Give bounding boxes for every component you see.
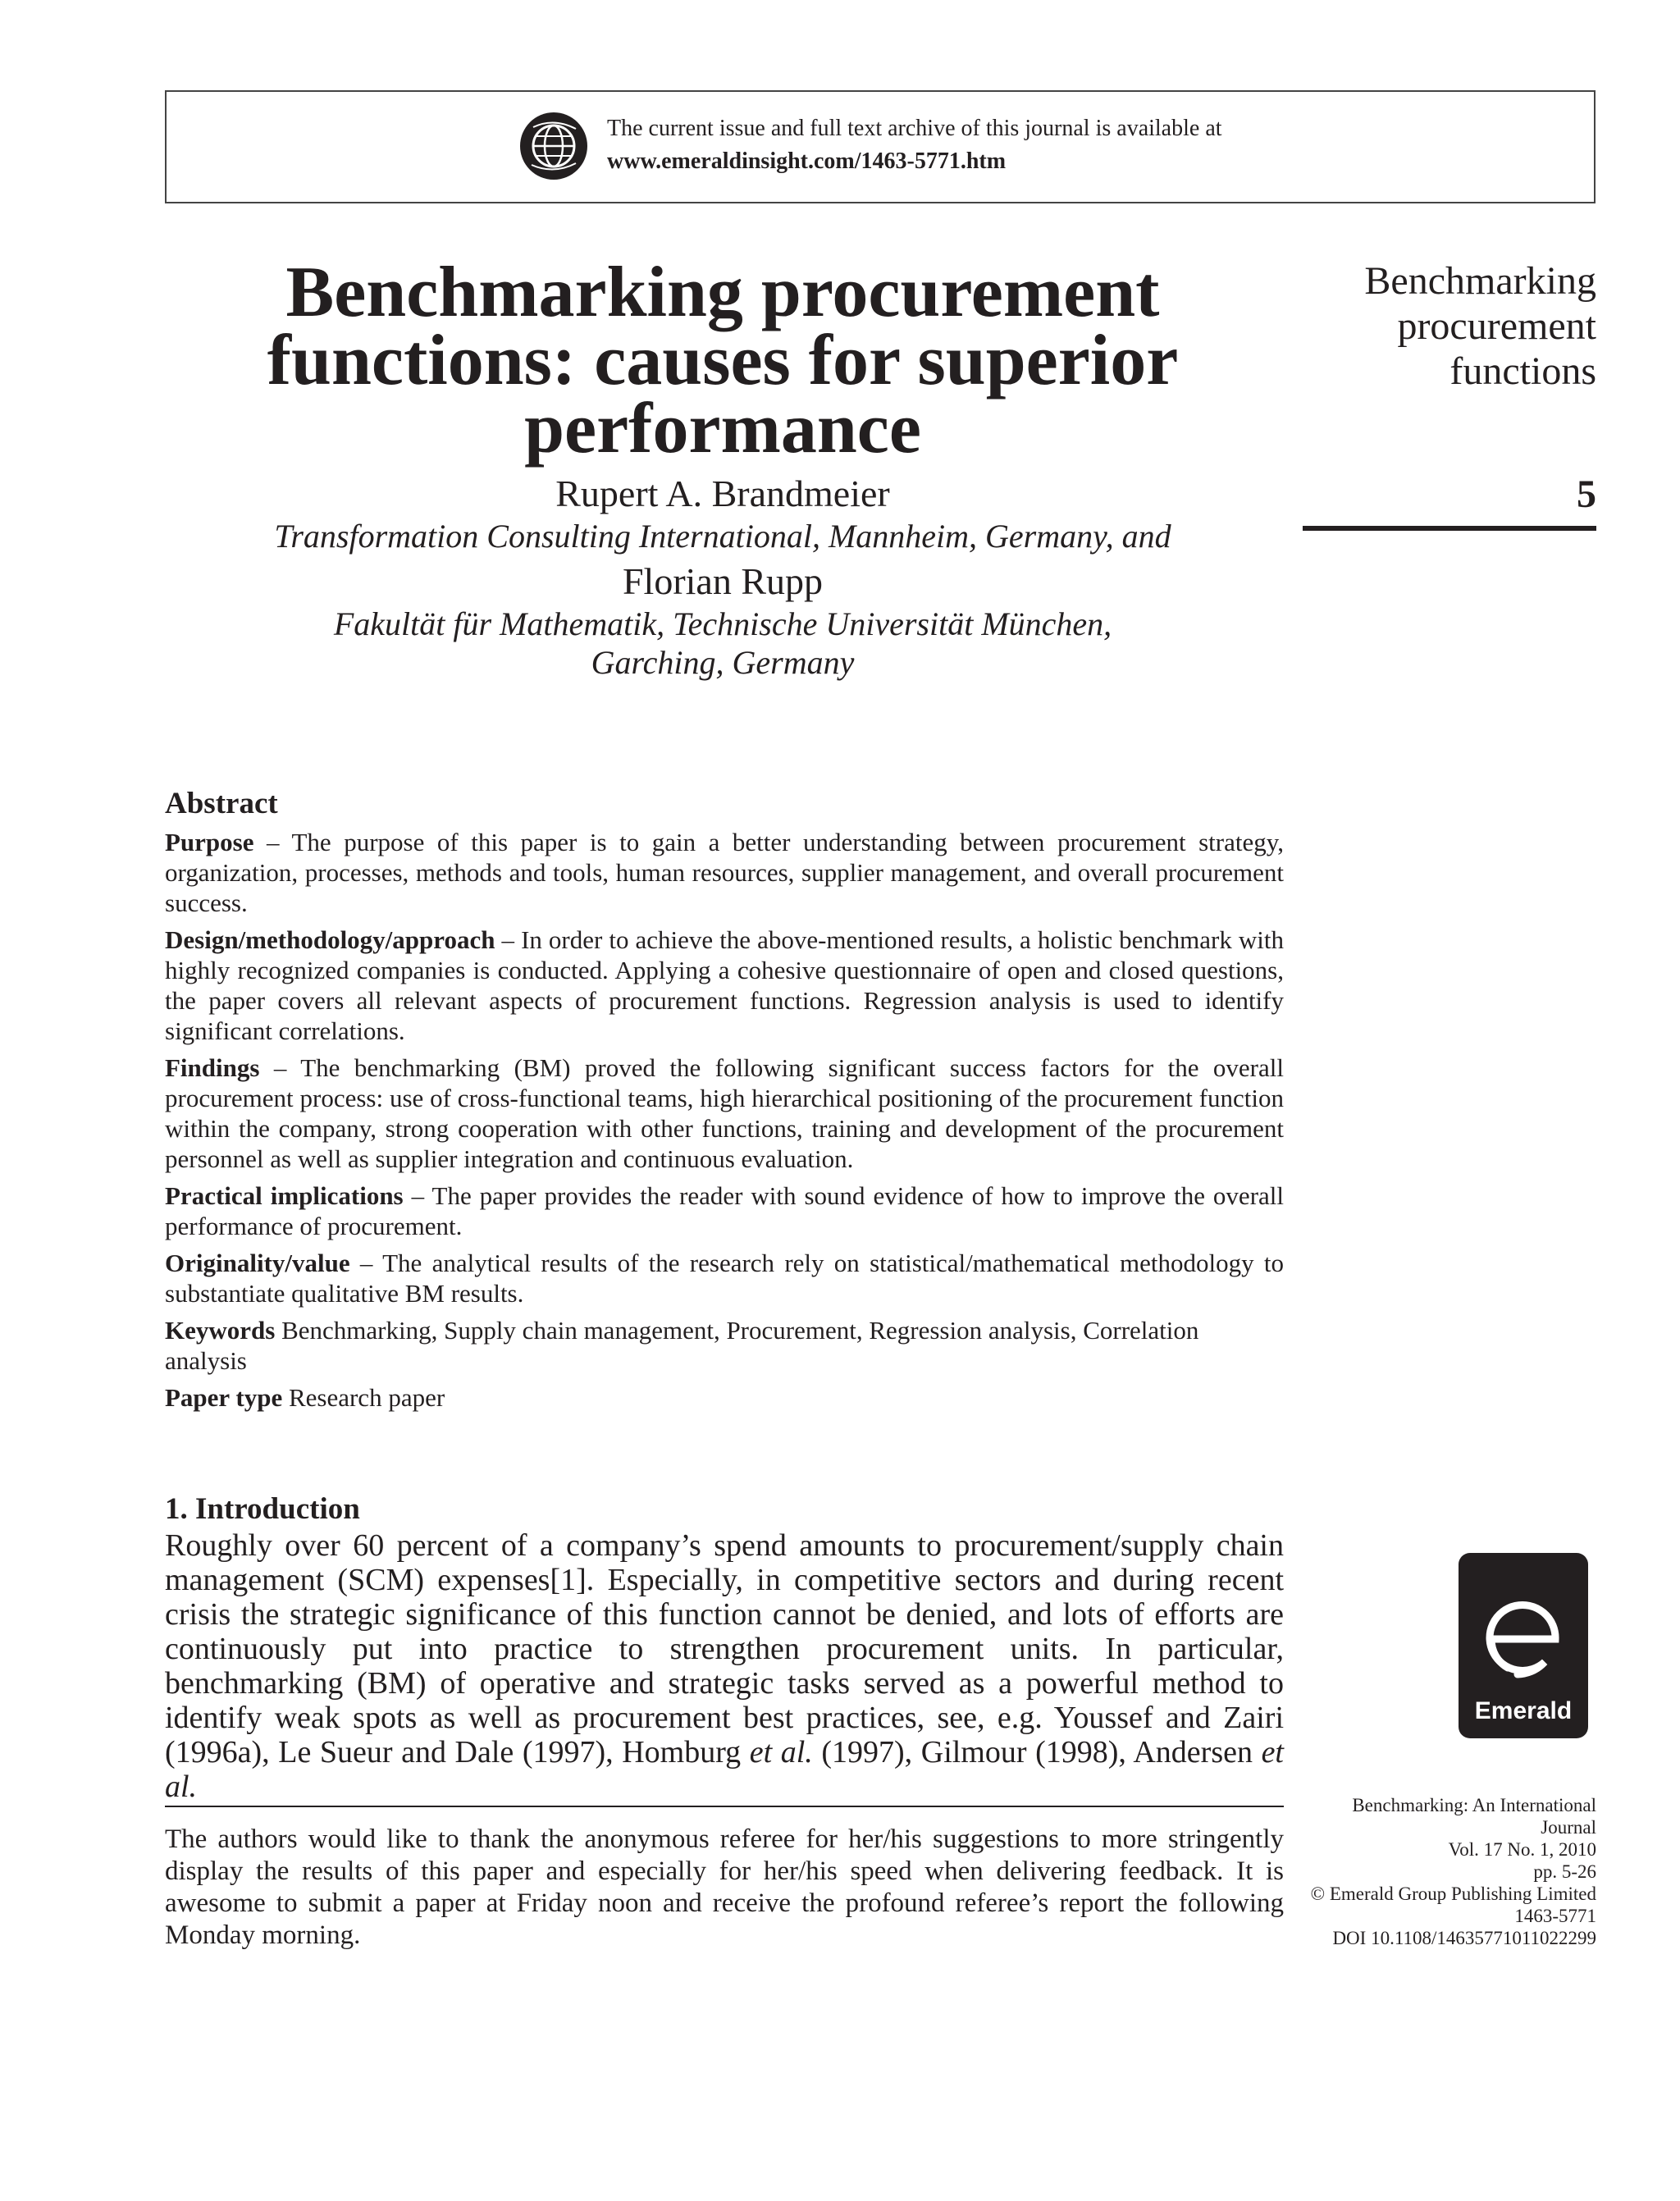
abstract-item-text: The purpose of this paper is to gain a better understanding between procurement strategy, organization, processes, methods and tools, human resources, supplier management, and overall procurement success. xyxy=(165,828,1284,917)
title-line: Benchmarking procurement xyxy=(285,253,1160,332)
running-head-line: procurement xyxy=(1397,304,1596,348)
author-affiliation: Transformation Consulting International, Mannheim, Germany, and xyxy=(274,518,1171,555)
abstract-item-label: Purpose xyxy=(165,828,254,856)
abstract-item-sep: – xyxy=(349,1249,383,1277)
author-affiliation: Fakultät für Mathematik, Technische Universität München, xyxy=(333,605,1112,642)
citation-line: 1463-5771 xyxy=(1514,1906,1596,1926)
abstract-item xyxy=(165,925,1284,1046)
paper-type-label: Paper type xyxy=(165,1383,283,1412)
abstract-section xyxy=(165,786,1284,1419)
running-head-line: Benchmarking xyxy=(1364,259,1596,303)
intro-etal: et al. xyxy=(749,1735,813,1769)
abstract-item-text: In order to achieve the above-mentioned results, a holistic benchmark with highly recognized companies is conducted. Applying a cohesive questionnaire of open and closed questions, the paper covers all relevant aspects of procurement functions. Regression analysis is used to identify significant correlations. xyxy=(165,925,1285,1045)
availability-line: The current issue and full text archive of this journal is available at xyxy=(607,116,1222,141)
intro-text: Roughly over 60 percent of a company’s spend amounts to procurement/supply chain management (SCM) expenses[1]. Especially, in competitive sectors and during recent crisis the strategic significance of this function cannot be denied, and lots of efforts are continuously put into practice to strengthen procurement units. In particular, benchmarking (BM) of operative and strategic tasks served as a powerful method to identify weak spots as well as procurement best practices, see, e.g. Youssef and Zairi (1996a), Le Sueur and Dale (1997), Homburg xyxy=(165,1528,1284,1769)
abstract-heading: Abstract xyxy=(165,787,278,820)
author-name: Florian Rupp xyxy=(622,560,824,602)
journal-citation xyxy=(1296,1794,1596,1949)
title-block xyxy=(165,253,1281,682)
introduction-heading: 1. Introduction xyxy=(165,1492,360,1526)
citation-doi: DOI 10.1108/14635771011022299 xyxy=(1332,1928,1596,1948)
keywords-text: Benchmarking, Supply chain management, Procurement, Regression analysis, Correlation analysis xyxy=(165,1316,1199,1375)
svg-text:Emerald: Emerald xyxy=(1474,1697,1573,1724)
abstract-item xyxy=(165,1248,1284,1308)
keywords-label: Keywords xyxy=(165,1316,276,1345)
article-title xyxy=(165,253,1281,468)
intro-etal: et al. xyxy=(165,1735,1284,1804)
citation-line: Benchmarking: An International xyxy=(1352,1795,1596,1815)
running-head-line: functions xyxy=(1449,349,1596,393)
page-number-rule xyxy=(1303,526,1596,531)
abstract-item-label: Design/methodology/approach xyxy=(165,925,495,954)
abstract-item-sep: – xyxy=(259,1053,301,1082)
paper-type xyxy=(165,1382,1284,1413)
acknowledgement-footnote: The authors would like to thank the anonymous referee for her/his suggestions to more stringently display the results of this paper and especially for her/his speed when delivering feedback. It is awesome to submit a paper at Friday noon and receive the profound referee’s report the following Monday morning. xyxy=(165,1824,1284,1950)
citation-line: Journal xyxy=(1541,1817,1596,1838)
abstract-item-label: Practical implications xyxy=(165,1181,404,1210)
abstract-item-text: The analytical results of the research rely on statistical/mathematical methodology to substantiate qualitative BM results. xyxy=(165,1249,1284,1308)
journal-availability-text xyxy=(607,112,1222,178)
paper-type-sep xyxy=(282,1383,289,1412)
abstract-item-label: Findings xyxy=(165,1053,260,1082)
author-name: Rupert A. Brandmeier xyxy=(555,473,890,514)
intro-text: (1997), Gilmour (1998), Andersen xyxy=(812,1735,1262,1769)
citation-line: Vol. 17 No. 1, 2010 xyxy=(1448,1839,1596,1860)
abstract-item xyxy=(165,1180,1284,1241)
abstract-item-text: The benchmarking (BM) proved the following significant success factors for the overall procurement process: use of cross-functional teams, high hierarchical positioning of the procurement function within the company, strong cooperation with other functions, training and development of the procurement personnel as well as supplier integration and continuous evaluation. xyxy=(165,1053,1284,1173)
title-line: performance xyxy=(524,389,921,468)
emerald-logo xyxy=(1459,1553,1588,1738)
journal-url-link[interactable]: www.emeraldinsight.com/1463-5771.htm xyxy=(607,148,1007,174)
abstract-item-sep: – xyxy=(253,828,292,856)
introduction-section xyxy=(165,1491,1284,1804)
abstract-item-sep: – xyxy=(403,1181,432,1210)
abstract-item xyxy=(165,827,1284,918)
abstract-item xyxy=(165,1053,1284,1174)
citation-line: © Emerald Group Publishing Limited xyxy=(1310,1884,1596,1904)
abstract-item-label: Originality/value xyxy=(165,1249,350,1277)
introduction-paragraph xyxy=(165,1528,1284,1804)
citation-line: pp. 5-26 xyxy=(1533,1861,1596,1882)
footnote-rule xyxy=(165,1806,1284,1807)
running-head xyxy=(1288,258,1596,394)
title-line: functions: causes for superior xyxy=(267,321,1179,400)
keywords xyxy=(165,1315,1284,1376)
author-affiliation: Garching, Germany xyxy=(591,644,855,681)
keywords-sep xyxy=(275,1316,281,1345)
abstract-item-text: The paper provides the reader with sound evidence of how to improve the overall performance of procurement. xyxy=(165,1181,1284,1240)
globe-icon xyxy=(518,111,589,181)
paper-type-text: Research paper xyxy=(288,1383,445,1412)
abstract-item-sep: – xyxy=(495,925,522,954)
page-number: 5 xyxy=(1577,473,1596,516)
